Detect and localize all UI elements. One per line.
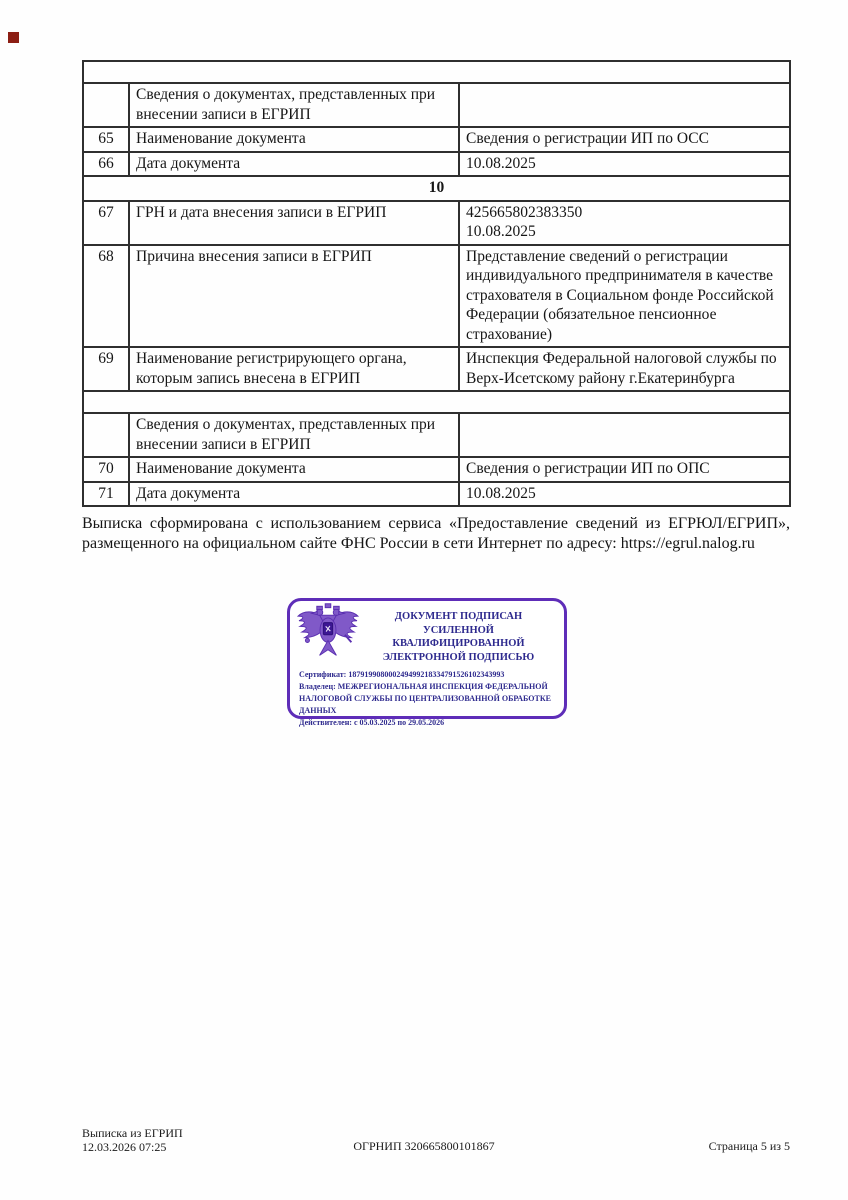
row-value	[459, 413, 790, 457]
row-number: 68	[83, 245, 129, 348]
row-number	[83, 83, 129, 127]
table-row	[83, 127, 790, 152]
table-row	[83, 83, 790, 127]
stamp-title-line: УСИЛЕННОЙ КВАЛИФИЦИРОВАННОЙ	[392, 624, 525, 649]
row-number: 65	[83, 127, 129, 152]
footer-datetime: 12.03.2026 07:25	[82, 1139, 167, 1154]
table-row	[83, 482, 790, 507]
coat-of-arms-eagle-icon	[295, 603, 361, 666]
grn-date: 10.08.2025	[466, 223, 536, 240]
footer-doc-type: Выписка из ЕГРИП	[82, 1126, 183, 1140]
row-value: Сведения о регистрации ИП по ОСС	[459, 127, 790, 152]
row-number: 66	[83, 152, 129, 177]
table-row	[83, 413, 790, 457]
row-label: Сведения о документах, представленных при внесении записи в ЕГРИП	[129, 413, 459, 457]
table-row	[83, 245, 790, 348]
row-label: ГРН и дата внесения записи в ЕГРИП	[129, 201, 459, 245]
row-label: Причина внесения записи в ЕГРИП	[129, 245, 459, 348]
grn-value: 425665802383350	[466, 203, 583, 221]
section-number: 10	[83, 176, 790, 201]
table-row	[83, 457, 790, 482]
row-label: Дата документа	[129, 482, 459, 507]
table-row	[83, 201, 790, 245]
row-label: Дата документа	[129, 152, 459, 177]
row-label: Наименование регистрирующего органа, которым запись внесена в ЕГРИП	[129, 347, 459, 391]
footer-page-number: Страница 5 из 5	[708, 1139, 790, 1153]
row-number: 70	[83, 457, 129, 482]
stamp-title-line: ДОКУМЕНТ ПОДПИСАН	[394, 611, 523, 622]
row-value: Инспекция Федеральной налоговой службы по Верх-Исетскому району г.Екатеринбурга	[459, 347, 790, 391]
signature-stamp	[287, 598, 567, 727]
stamp-title	[361, 601, 564, 666]
table-row	[83, 391, 790, 413]
row-label: Наименование документа	[129, 127, 459, 152]
egrip-records-table	[82, 60, 791, 507]
table-row	[83, 152, 790, 177]
stamp-title-line: ЭЛЕКТРОННОЙ ПОДПИСЬЮ	[382, 651, 535, 663]
row-number	[83, 413, 129, 457]
stamp-validity-line: Действителен: с 05.03.2025 по 29.05.2026	[299, 718, 445, 727]
stamp-certificate-line: Сертификат: 187919908000249499218334791526102343993	[299, 670, 505, 679]
table-row	[83, 61, 790, 83]
table-row	[83, 347, 790, 391]
row-value: 10.08.2025	[459, 482, 790, 507]
footer-ogrnip: ОГРНИП 320665800101867	[353, 1139, 495, 1153]
row-value	[459, 83, 790, 127]
row-number: 67	[83, 201, 129, 245]
scan-artifact-mark	[8, 32, 19, 43]
service-note: Выписка сформирована с использованием сервиса «Предоставление сведений из ЕГРЮЛ/ЕГРИП», размещенного на официальном сайте ФНС России в сети Интернет по адресу: https://egrul.nalog.ru	[82, 515, 790, 552]
row-number: 69	[83, 347, 129, 391]
row-number: 71	[83, 482, 129, 507]
row-value: 10.08.2025	[459, 152, 790, 177]
stamp-owner-line: Владелец: МЕЖРЕГИОНАЛЬНАЯ ИНСПЕКЦИЯ ФЕДЕРАЛЬНОЙ НАЛОГОВОЙ СЛУЖБЫ ПО ЦЕНТРАЛИЗОВАННОЙ ОБРАБОТКЕ ДАННЫХ	[299, 682, 551, 715]
row-label: Наименование документа	[129, 457, 459, 482]
row-value: Представление сведений о регистрации индивидуального предпринимателя в качестве страхователя в Социальном фонде Российской Федерации (обязательное пенсионное страхование)	[459, 245, 790, 348]
row-label: Сведения о документах, представленных при внесении записи в ЕГРИП	[129, 83, 459, 127]
row-value	[459, 201, 790, 245]
table-row	[83, 176, 790, 201]
row-value: Сведения о регистрации ИП по ОПС	[459, 457, 790, 482]
